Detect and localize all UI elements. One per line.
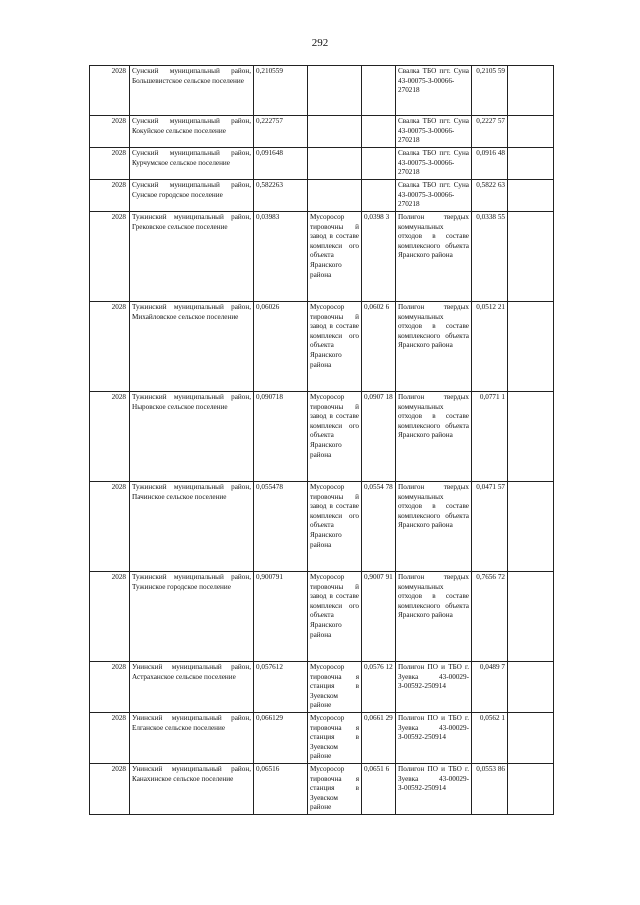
processing-object-cell: Мусоросор тировочны й завод в составе комплекси ого объекта Яранского района xyxy=(308,392,362,482)
disposal-object-cell: Полигон твердых коммунальных отходов в составе комплексного объекта Яранского района xyxy=(396,302,472,392)
mass-processed-cell: 0,0651 6 xyxy=(362,763,396,814)
mass-generated-cell: 0,06516 xyxy=(254,763,308,814)
territory-cell: Унинский муниципальный район, Елганское сельское поселение xyxy=(130,712,254,763)
empty-cell xyxy=(508,392,554,482)
year-cell: 2028 xyxy=(90,148,130,180)
mass-disposed-cell: 0,2105 59 xyxy=(472,66,508,116)
disposal-object-cell: Полигон твердых коммунальных отходов в составе комплексного объекта Яранского района xyxy=(396,212,472,302)
year-cell: 2028 xyxy=(90,392,130,482)
territory-cell: Унинский муниципальный район, Астраханское сельское поселение xyxy=(130,662,254,713)
waste-flow-table xyxy=(89,65,554,815)
empty-cell xyxy=(508,662,554,713)
empty-cell xyxy=(508,482,554,572)
territory-cell: Сунский муниципальный район, Сунское городское поселение xyxy=(130,180,254,212)
mass-disposed-cell: 0,0512 21 xyxy=(472,302,508,392)
mass-generated-cell: 0,222757 xyxy=(254,116,308,148)
year-cell: 2028 xyxy=(90,212,130,302)
mass-disposed-cell: 0,0553 86 xyxy=(472,763,508,814)
mass-generated-cell: 0,900791 xyxy=(254,572,308,662)
table-row xyxy=(90,116,554,148)
mass-generated-cell: 0,06026 xyxy=(254,302,308,392)
year-cell: 2028 xyxy=(90,116,130,148)
table-row xyxy=(90,392,554,482)
mass-disposed-cell: 0,0771 1 xyxy=(472,392,508,482)
processing-object-cell xyxy=(308,66,362,116)
territory-cell: Тужинский муниципальный район, Михайловское сельское поселение xyxy=(130,302,254,392)
territory-cell: Сунский муниципальный район, Курчумское сельское поселение xyxy=(130,148,254,180)
empty-cell xyxy=(508,763,554,814)
mass-disposed-cell: 0,0338 55 xyxy=(472,212,508,302)
table-row xyxy=(90,302,554,392)
mass-processed-cell: 0,0602 6 xyxy=(362,302,396,392)
disposal-object-cell: Свалка ТБО пгт. Суна 43-00075-З-00066-270218 xyxy=(396,180,472,212)
mass-disposed-cell: 0,5822 63 xyxy=(472,180,508,212)
mass-disposed-cell: 0,0916 48 xyxy=(472,148,508,180)
empty-cell xyxy=(508,116,554,148)
territory-cell: Сунский муниципальный район, Большевистское сельское поселение xyxy=(130,66,254,116)
mass-processed-cell: 0,0554 78 xyxy=(362,482,396,572)
mass-disposed-cell: 0,0562 1 xyxy=(472,712,508,763)
processing-object-cell: Мусоросор тировочны й завод в составе комплекси ого объекта Яранского района xyxy=(308,302,362,392)
mass-generated-cell: 0,057612 xyxy=(254,662,308,713)
mass-generated-cell: 0,066129 xyxy=(254,712,308,763)
processing-object-cell: Мусоросор тировочна я станция в Зуевском районе xyxy=(308,763,362,814)
mass-processed-cell xyxy=(362,66,396,116)
table-row xyxy=(90,572,554,662)
year-cell: 2028 xyxy=(90,763,130,814)
year-cell: 2028 xyxy=(90,662,130,713)
processing-object-cell: Мусоросор тировочна я станция в Зуевском районе xyxy=(308,712,362,763)
empty-cell xyxy=(508,712,554,763)
mass-processed-cell: 0,0398 3 xyxy=(362,212,396,302)
processing-object-cell: Мусоросор тировочна я станция в Зуевском районе xyxy=(308,662,362,713)
disposal-object-cell: Полигон ПО и ТБО г. Зуевка 43-00029-З-00592-250914 xyxy=(396,712,472,763)
processing-object-cell xyxy=(308,116,362,148)
mass-disposed-cell: 0,7656 72 xyxy=(472,572,508,662)
mass-generated-cell: 0,03983 xyxy=(254,212,308,302)
mass-disposed-cell: 0,2227 57 xyxy=(472,116,508,148)
empty-cell xyxy=(508,572,554,662)
mass-generated-cell: 0,091648 xyxy=(254,148,308,180)
mass-disposed-cell: 0,0471 57 xyxy=(472,482,508,572)
year-cell: 2028 xyxy=(90,572,130,662)
processing-object-cell: Мусоросор тировочны й завод в составе комплекси ого объекта Яранского района xyxy=(308,212,362,302)
disposal-object-cell: Полигон ПО и ТБО г. Зуевка 43-00029-З-00592-250914 xyxy=(396,763,472,814)
mass-generated-cell: 0,210559 xyxy=(254,66,308,116)
table-row xyxy=(90,712,554,763)
processing-object-cell xyxy=(308,148,362,180)
territory-cell: Тужинский муниципальный район, Пачинское сельское поселение xyxy=(130,482,254,572)
mass-processed-cell xyxy=(362,148,396,180)
mass-processed-cell: 0,0661 29 xyxy=(362,712,396,763)
territory-cell: Тужинский муниципальный район, Грековское сельское поселение xyxy=(130,212,254,302)
page-number: 292 xyxy=(311,37,329,49)
disposal-object-cell: Полигон твердых коммунальных отходов в составе комплексного объекта Яранского района xyxy=(396,572,472,662)
year-cell: 2028 xyxy=(90,712,130,763)
empty-cell xyxy=(508,148,554,180)
mass-disposed-cell: 0,0489 7 xyxy=(472,662,508,713)
empty-cell xyxy=(508,66,554,116)
territory-cell: Тужинский муниципальный район, Тужинское городское поселение xyxy=(130,572,254,662)
table-row xyxy=(90,212,554,302)
year-cell: 2028 xyxy=(90,180,130,212)
mass-processed-cell xyxy=(362,180,396,212)
territory-cell: Сунский муниципальный район, Кокуйское сельское поселение xyxy=(130,116,254,148)
empty-cell xyxy=(508,302,554,392)
year-cell: 2028 xyxy=(90,66,130,116)
disposal-object-cell: Полигон твердых коммунальных отходов в составе комплексного объекта Яранского района xyxy=(396,392,472,482)
processing-object-cell: Мусоросор тировочны й завод в составе комплекси ого объекта Яранского района xyxy=(308,482,362,572)
year-cell: 2028 xyxy=(90,482,130,572)
processing-object-cell xyxy=(308,180,362,212)
territory-cell: Тужинский муниципальный район, Ныровское сельское поселение xyxy=(130,392,254,482)
mass-generated-cell: 0,582263 xyxy=(254,180,308,212)
disposal-object-cell: Свалка ТБО пгт. Суна 43-00075-З-00066-270218 xyxy=(396,116,472,148)
disposal-object-cell: Полигон ПО и ТБО г. Зуевка 43-00029-З-00592-250914 xyxy=(396,662,472,713)
mass-processed-cell xyxy=(362,116,396,148)
table-row xyxy=(90,66,554,116)
table-row xyxy=(90,763,554,814)
table-row xyxy=(90,662,554,713)
empty-cell xyxy=(508,180,554,212)
disposal-object-cell: Свалка ТБО пгт. Суна 43-00075-З-00066-270218 xyxy=(396,66,472,116)
mass-processed-cell: 0,0576 12 xyxy=(362,662,396,713)
year-cell: 2028 xyxy=(90,302,130,392)
mass-generated-cell: 0,090718 xyxy=(254,392,308,482)
empty-cell xyxy=(508,212,554,302)
table-row xyxy=(90,148,554,180)
processing-object-cell: Мусоросор тировочны й завод в составе комплекси ого объекта Яранского района xyxy=(308,572,362,662)
mass-generated-cell: 0,055478 xyxy=(254,482,308,572)
disposal-object-cell: Свалка ТБО пгт. Суна 43-00075-З-00066-270218 xyxy=(396,148,472,180)
territory-cell: Унинский муниципальный район, Канахинское сельское поселение xyxy=(130,763,254,814)
disposal-object-cell: Полигон твердых коммунальных отходов в составе комплексного объекта Яранского района xyxy=(396,482,472,572)
table-row xyxy=(90,482,554,572)
table-row xyxy=(90,180,554,212)
table-body xyxy=(90,66,554,815)
mass-processed-cell: 0,9007 91 xyxy=(362,572,396,662)
mass-processed-cell: 0,0907 18 xyxy=(362,392,396,482)
